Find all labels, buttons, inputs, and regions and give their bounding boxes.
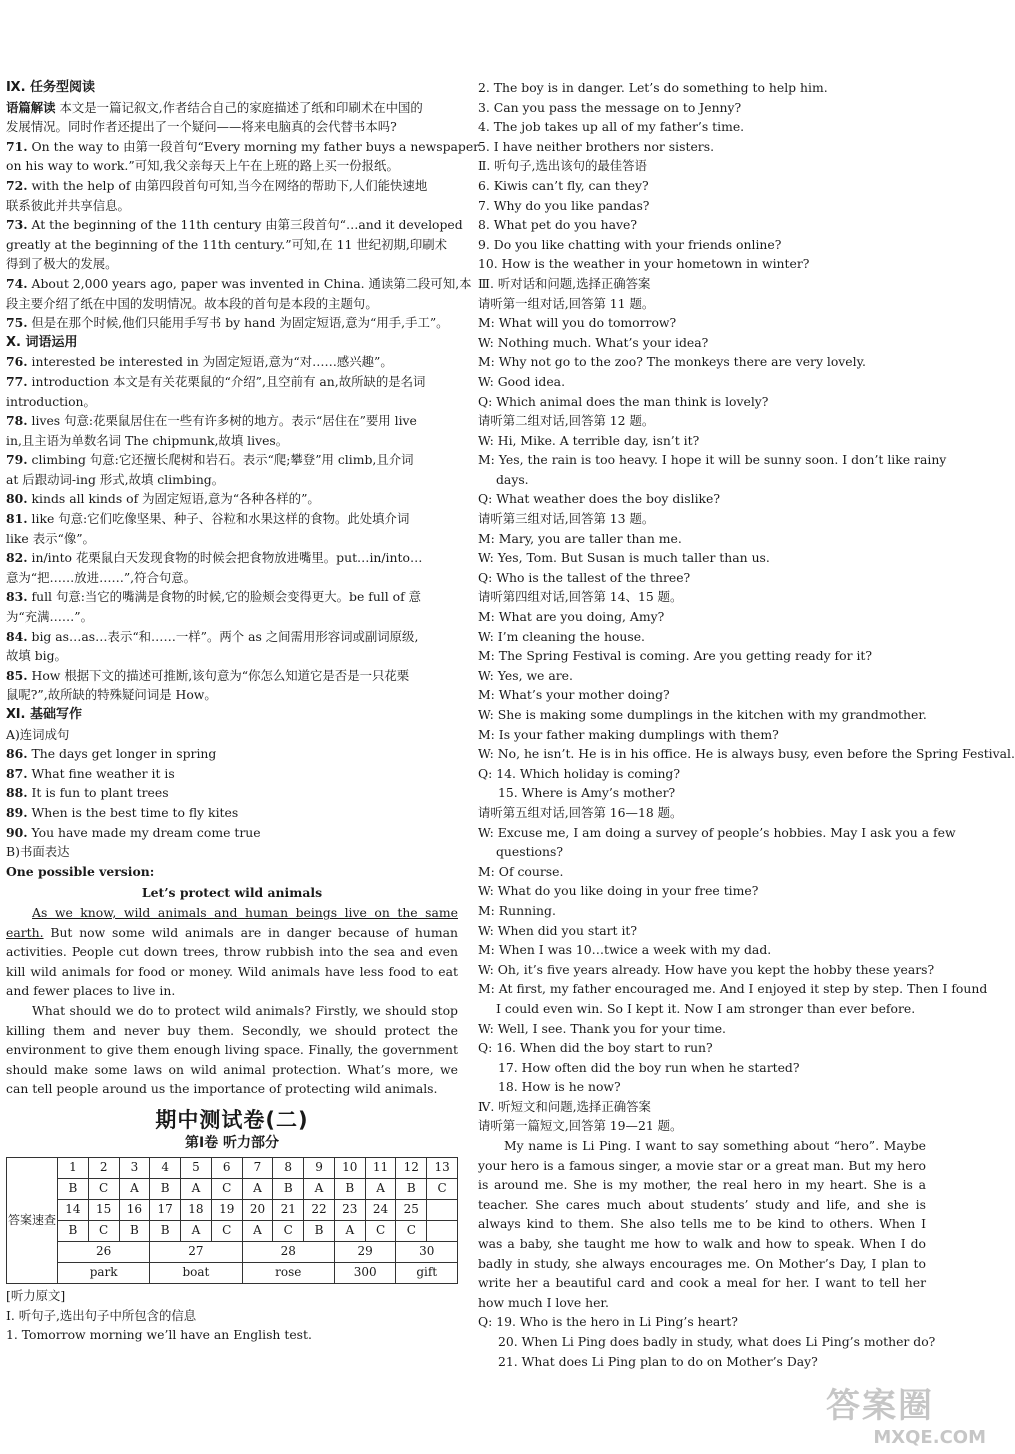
table-cell: 17 [150, 1200, 181, 1221]
answer-text: It is fun to plant trees [31, 785, 169, 801]
script-line: I could even win. So I kept it. Now I am stronger than ever before. [496, 1000, 916, 1016]
exam-subtitle: 第Ⅰ卷 听力部分 [184, 1135, 280, 1152]
script-line: W: Well, I see. Thank you for your time. [478, 1020, 726, 1036]
answer-table [6, 1157, 458, 1284]
table-cell: 27 [150, 1242, 242, 1263]
table-cell-empty [427, 1200, 458, 1221]
answer-table-row [7, 1200, 458, 1221]
script-line: 4. The job takes up all of my father’s time. [478, 119, 745, 135]
script-line: M: Yes, the rain is too heavy. I hope it will be sunny soon. I don’t like rainy [478, 452, 947, 468]
script-line: Ⅲ. 听对话和问题,选择正确答案 [478, 275, 651, 291]
answer-text: About 2,000 years ago, paper was invented in China. 通读第二段可知,本 [31, 275, 472, 291]
question-20: 20. When Li Ping does badly in study, what does Li Ping’s mother do? [498, 1334, 936, 1349]
answer-number: 81. [6, 511, 28, 527]
exam-title: 期中测试卷(二) [155, 1107, 309, 1132]
answer-73-cont: greatly at the beginning of the 11th century.”可知,在 11 世纪初期,印刷术 [6, 236, 447, 252]
answer-number: 76. [6, 354, 28, 370]
table-cell: A [119, 1179, 150, 1200]
section-11-title: Ⅺ. 基础写作 [6, 707, 83, 722]
question-21: 21. What does Li Ping plan to do on Mother’s Day? [498, 1353, 818, 1369]
table-cell: B [58, 1179, 89, 1200]
answer-85 [6, 666, 458, 686]
answer-text: big as…as…表示“和……一样”。两个 as 之间需用形容词或副词原级, [31, 628, 419, 644]
table-cell: B [150, 1221, 181, 1242]
table-cell: C [88, 1179, 119, 1200]
table-cell: B [150, 1179, 181, 1200]
script-line: Ⅱ. 听句子,选出该句的最佳答语 [478, 158, 647, 174]
table-cell: C [273, 1221, 304, 1242]
answer-table-row [7, 1263, 458, 1284]
script-line: M: Running. [478, 902, 556, 918]
answer-82 [6, 548, 458, 568]
answer-number: 86. [6, 746, 28, 762]
script-line: 10. How is the weather in your hometown in winter? [478, 256, 810, 272]
answer-78-cont: in,且主语为单数名词 The chipmunk,故填 lives。 [6, 432, 289, 448]
watermark-logo [826, 1378, 986, 1448]
section-b-label: B)书面表达 [6, 844, 70, 860]
table-cell: 21 [273, 1200, 304, 1221]
table-cell: 15 [88, 1200, 119, 1221]
table-cell: A [334, 1221, 365, 1242]
table-cell: C [88, 1221, 119, 1242]
table-cell: 16 [119, 1200, 150, 1221]
table-cell: C [427, 1179, 458, 1200]
table-cell: 11 [365, 1158, 396, 1179]
watermark-url: MXQE.COM [873, 1427, 986, 1448]
table-cell: 24 [365, 1200, 396, 1221]
script-line: 请听第二组对话,回答第 12 题。 [478, 413, 655, 429]
script-line: M: At first, my father encouraged me. And I enjoyed it step by step. Then I found [478, 981, 988, 997]
table-cell: 22 [304, 1200, 335, 1221]
table-cell: 19 [211, 1200, 242, 1221]
table-cell: 2 [88, 1158, 119, 1179]
script-line: M: What will you do tomorrow? [478, 315, 677, 331]
answer-number: 79. [6, 452, 28, 468]
script-line: 7. Why do you like pandas? [478, 197, 650, 213]
answer-text: 但是在那个时候,他们只能用手写书 by hand 为固定短语,意为“用手,手工”。 [31, 315, 449, 331]
script-line: W: No, he isn’t. He is in his office. He is always busy, even before the Spring Festival. [478, 746, 1015, 762]
script-line: 15. Where is Amy’s mother? [498, 785, 676, 801]
answer-75 [6, 313, 458, 333]
intro-label: 语篇解读 [6, 99, 56, 115]
answer-84-cont: 故填 big。 [6, 648, 67, 664]
essay-title: Let’s protect wild animals [141, 885, 323, 901]
answer-77-cont: introduction。 [6, 393, 96, 409]
answer-72-cont: 联系彼此并共享信息。 [6, 197, 130, 213]
table-cell: C [211, 1179, 242, 1200]
answer-number: 75. [6, 315, 28, 331]
answer-72 [6, 176, 458, 196]
answer-81-cont: like 表示“像”。 [6, 530, 95, 546]
answer-number: 82. [6, 550, 28, 566]
section-9-intro-cont: 发展情况。同时作者还提出了一个疑问——将来电脑真的会代替书本吗? [6, 119, 397, 135]
script-line: W: What do you like doing in your free time? [478, 883, 759, 899]
answer-71-cont: on his way to work.”可知,我父亲每天上午在上班的路上买一份报纸。 [6, 158, 399, 174]
watermark-text: 答案圈 [826, 1386, 934, 1426]
table-cell: 20 [242, 1200, 273, 1221]
table-cell: A [304, 1179, 335, 1200]
script-line: M: What are you doing, Amy? [478, 609, 665, 625]
table-cell: B [334, 1179, 365, 1200]
script-line: 9. Do you like chatting with your friends online? [478, 236, 782, 252]
answer-78 [6, 411, 458, 431]
listening-item-1: 1. Tomorrow morning we’ll have an English test. [6, 1327, 312, 1343]
left-column [6, 78, 480, 1345]
answer-number: 80. [6, 491, 28, 507]
table-cell: A [181, 1221, 212, 1242]
table-cell: 14 [58, 1200, 89, 1221]
essay-text: But now some wild animals are in danger because of human activities. People cut down trees, throw rubbish into the sea and even kill wild animals for food or money. Wild animals have less food to eat and fewer places to live in. [6, 924, 458, 999]
script-line: Q: Which animal does the man think is lovely? [478, 393, 769, 409]
answer-number: 89. [6, 804, 28, 820]
answer-83-cont: 为“充满……”。 [6, 609, 94, 625]
answer-number: 71. [6, 138, 28, 154]
table-cell: A [181, 1179, 212, 1200]
script-line: days. [496, 471, 529, 487]
answer-73 [6, 215, 463, 235]
script-line: W: Good idea. [478, 373, 566, 389]
table-cell: 30 [396, 1242, 458, 1263]
table-cell: 6 [211, 1158, 242, 1179]
script-line: M: Why not go to the zoo? The monkeys there are very lovely. [478, 354, 866, 370]
table-cell: 23 [334, 1200, 365, 1221]
answer-text: climbing 句意:它还擅长爬树和岩石。表示“爬;攀登”用 climb,且介词 [31, 452, 414, 468]
table-cell: 10 [334, 1158, 365, 1179]
table-cell: 9 [304, 1158, 335, 1179]
script-line: Ⅳ. 听短文和问题,选择正确答案 [478, 1098, 651, 1114]
answer-text: with the help of 由第四段首句可知,当今在网络的帮助下,人们能快速地 [31, 177, 428, 193]
answer-76 [6, 352, 458, 372]
script-line: 3. Can you pass the message on to Jenny? [478, 99, 742, 115]
table-cell: park [58, 1263, 150, 1284]
script-line: M: Mary, you are taller than me. [478, 530, 682, 546]
script-line: Q: 14. Which holiday is coming? [478, 765, 681, 781]
answer-74-cont: 段主要介绍了纸在中国的发明情况。故本段的首句是本段的主题句。 [6, 295, 378, 311]
script-line: W: When did you start it? [478, 922, 638, 938]
answer-text: in/into 花栗鼠白天发现食物的时候会把食物放进嘴里。put…in/into… [31, 550, 423, 566]
answer-73-cont2: 得到了极大的发展。 [6, 256, 118, 272]
intro-text: 本文是一篇记叙文,作者结合自己的家庭描述了纸和印刷术在中国的 [59, 99, 423, 115]
right-column [478, 78, 1015, 1371]
answer-number: 87. [6, 765, 28, 781]
table-cell: 12 [396, 1158, 427, 1179]
script-line: W: Yes, we are. [478, 667, 573, 683]
table-cell: 5 [181, 1158, 212, 1179]
table-cell: 26 [58, 1242, 150, 1263]
script-line: 8. What pet do you have? [478, 217, 638, 233]
script-line: questions? [496, 844, 563, 860]
script-line: Q: What weather does the boy dislike? [478, 491, 721, 507]
script-line: W: Nothing much. What’s your idea? [478, 334, 709, 350]
table-cell: C [396, 1221, 427, 1242]
script-line: W: Excuse me, I am doing a survey of people’s hobbies. May I ask you a few [478, 824, 956, 840]
script-line: Q: 16. When did the boy start to run? [478, 1040, 713, 1056]
answer-text: introduction 本文是有关花栗鼠的“介绍”,且空前有 an,故所缺的是名词 [31, 373, 426, 389]
answer-number: 72. [6, 177, 28, 193]
script-line: 5. I have neither brothers nor sisters. [478, 138, 715, 154]
question-19: Q: 19. Who is the hero in Li Ping’s heart? [478, 1314, 738, 1330]
answer-71 [6, 137, 480, 157]
answer-table-row [7, 1221, 458, 1242]
answer-83 [6, 587, 458, 607]
table-cell: boat [150, 1263, 242, 1284]
script-line: M: The Spring Festival is coming. Are you getting ready for it? [478, 648, 873, 664]
table-cell: gift [396, 1263, 458, 1284]
answer-85-cont: 鼠呢?”,故所缺的特殊疑问词是 How。 [6, 687, 217, 703]
table-cell: B [304, 1221, 335, 1242]
answer-88 [6, 783, 458, 803]
table-cell: B [273, 1179, 304, 1200]
script-line: 请听第一篇短文,回答第 19—21 题。 [478, 1118, 683, 1134]
table-cell: 3 [119, 1158, 150, 1179]
script-line: M: What’s your mother doing? [478, 687, 670, 703]
answer-text: At the beginning of the 11th century 由第三段首句“…and it developed [31, 217, 463, 233]
answer-80 [6, 489, 458, 509]
script-line: W: Oh, it’s five years already. How have you kept the hobby these years? [478, 961, 935, 977]
essay-underlined-sentence: As we know, wild animals and human beings live on the same earth. [6, 904, 458, 940]
table-cell: B [396, 1179, 427, 1200]
answer-text: How 根据下文的描述可推断,该句意为“你怎么知道它是否是一只花栗 [31, 667, 410, 683]
answer-79 [6, 450, 458, 470]
script-line: W: Hi, Mike. A terrible day, isn’t it? [478, 432, 700, 448]
answer-text: lives 句意:花栗鼠居住在一些有许多树的地方。表示“居住在”要用 live [31, 413, 417, 429]
answer-number: 83. [6, 589, 28, 605]
essay-paragraph-1 [6, 903, 458, 1001]
answer-number: 73. [6, 217, 28, 233]
script-line: M: Is your father making dumplings with them? [478, 726, 779, 742]
answer-number: 90. [6, 824, 28, 840]
table-cell: A [242, 1221, 273, 1242]
answer-number: 85. [6, 667, 28, 683]
answer-82-cont: 意为“把……放进……”,符合句意。 [6, 569, 197, 585]
answer-81 [6, 509, 458, 529]
script-line: 18. How is he now? [498, 1079, 621, 1095]
script-line: Q: Who is the tallest of the three? [478, 569, 691, 585]
table-cell: 1 [58, 1158, 89, 1179]
script-line: W: She is making some dumplings in the kitchen with my grandmother. [478, 707, 927, 722]
table-cell: 7 [242, 1158, 273, 1179]
script-line: 请听第一组对话,回答第 11 题。 [478, 295, 655, 311]
script-line: 请听第五组对话,回答第 16—18 题。 [478, 804, 683, 820]
script-line: M: When I was 10…twice a week with my dad. [478, 942, 772, 958]
answer-number: 84. [6, 628, 28, 644]
answer-text: On the way to 由第一段首句“Every morning my father buys a newspaper [31, 138, 480, 154]
answer-text: like 句意:它们吃像坚果、种子、谷粒和水果这样的食物。此处填介词 [31, 511, 410, 527]
listening-section-1: Ⅰ. 听句子,选出句子中所包含的信息 [6, 1307, 197, 1323]
table-cell: A [242, 1179, 273, 1200]
answer-84 [6, 627, 458, 647]
answer-table-row [7, 1242, 458, 1263]
script-line: 2. The boy is in danger. Let’s do something to help him. [478, 80, 828, 95]
answer-number: 74. [6, 275, 28, 291]
script-line: M: Of course. [478, 863, 564, 879]
answer-77 [6, 372, 458, 392]
table-cell: 28 [242, 1242, 334, 1263]
answer-number: 77. [6, 373, 28, 389]
table-cell: 8 [273, 1158, 304, 1179]
table-cell: 4 [150, 1158, 181, 1179]
table-cell: 13 [427, 1158, 458, 1179]
table-cell: B [58, 1221, 89, 1242]
answer-table-row [7, 1179, 458, 1200]
answer-89 [6, 803, 458, 823]
answer-text: full 句意:当它的嘴满是食物的时候,它的脸颊会变得更大。be full of 意 [31, 589, 422, 605]
answer-79-cont: at 后跟动词-ing 形式,故填 climbing。 [6, 471, 225, 487]
answer-table-row [7, 1158, 458, 1179]
section-9-intro [6, 98, 458, 118]
table-cell: 25 [396, 1200, 427, 1221]
answer-text: interested be interested in 为固定短语,意为“对……感兴趣”。 [31, 354, 393, 370]
table-cell: B [119, 1221, 150, 1242]
script-line: W: Yes, Tom. But Susan is much taller than us. [478, 550, 770, 566]
section-10-title: Ⅹ. 词语运用 [6, 334, 78, 350]
one-possible-version: One possible version: [6, 863, 155, 879]
script-line: 请听第三组对话,回答第 13 题。 [478, 511, 655, 527]
listening-label: [听力原文] [6, 1288, 66, 1304]
essay-paragraph-2: What should we do to protect wild animals? Firstly, we should stop killing them and never buy them. Secondly, we should protect the environment to give them enough living space. Finally, the government should make some laws on wild animal protection. What’s more, we can tell people around us the importance of protecting wild animals. [6, 1002, 458, 1097]
table-cell: A [365, 1179, 396, 1200]
table-cell: C [211, 1221, 242, 1242]
table-cell: rose [242, 1263, 334, 1284]
table-side-label: 答案速查 [7, 1158, 58, 1284]
section-a-label: A)连词成句 [6, 726, 70, 742]
answer-number: 88. [6, 785, 28, 801]
script-line: 6. Kiwis can’t fly, can they? [478, 177, 649, 193]
passage: My name is Li Ping. I want to say something about “hero”. Maybe your hero is a famous singer, a movie star or a great man. But my hero is around me. She is my mother, the real hero in my heart. She is a teacher. She cares much about students’ study and life, and she is always kind to them. She also tells me to be kind to others. When I was a baby, she taught me how to walk and how to speak. When I do badly in study, she always encourages me. On Mother’s Day, I plan to write her a beautiful card and cook a meal for her. I want to tell her how much I love her. [478, 1138, 926, 1310]
table-cell: 18 [181, 1200, 212, 1221]
table-cell-empty [427, 1221, 458, 1242]
answer-74 [6, 274, 472, 294]
table-cell: C [365, 1221, 396, 1242]
listening-script [478, 78, 1015, 1136]
answer-number: 78. [6, 413, 28, 429]
answer-86 [6, 744, 458, 764]
table-cell: 300 [334, 1263, 396, 1284]
answer-text: kinds all kinds of 为固定短语,意为“各种各样的”。 [31, 491, 320, 507]
table-cell: 29 [334, 1242, 396, 1263]
script-line: 17. How often did the boy run when he started? [498, 1059, 800, 1075]
section-9-title: Ⅸ. 任务型阅读 [6, 80, 96, 95]
script-line: W: I’m cleaning the house. [478, 628, 645, 644]
answer-text: You have made my dream come true [31, 824, 261, 840]
answer-87 [6, 764, 458, 784]
answer-text: The days get longer in spring [31, 746, 217, 762]
answer-text: When is the best time to fly kites [31, 804, 239, 820]
answer-text: What fine weather it is [31, 765, 175, 781]
answer-90 [6, 823, 458, 843]
script-line: 请听第四组对话,回答第 14、15 题。 [478, 589, 683, 605]
